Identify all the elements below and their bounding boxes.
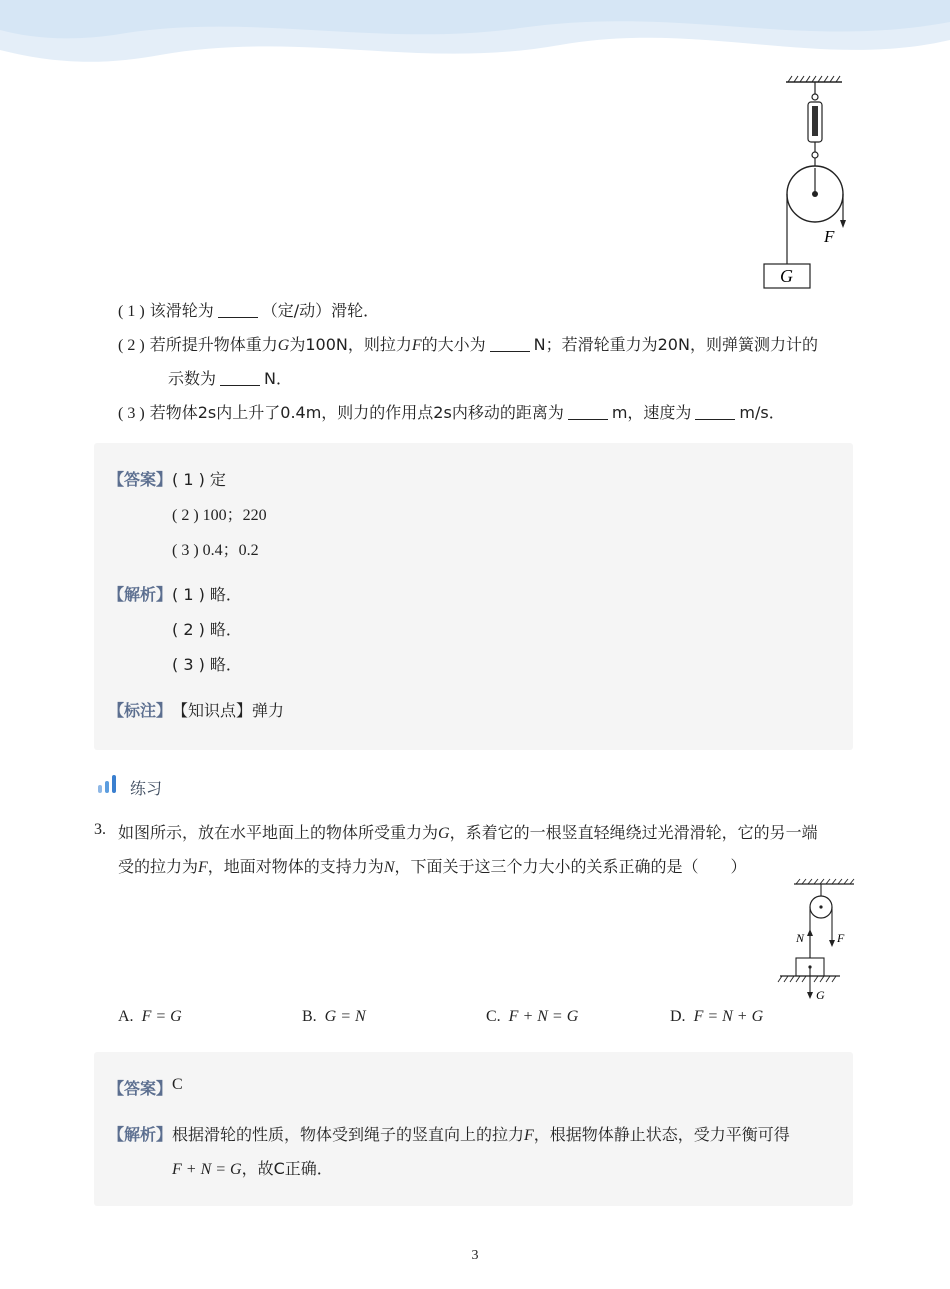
analysis-item: ( 3 ) 略． (172, 655, 242, 674)
question-number: 3. (94, 821, 106, 838)
answer-blank[interactable] (220, 371, 260, 386)
analysis-item: ( 1 ) 略． (172, 585, 242, 604)
section-title: 练习 (130, 779, 163, 798)
analysis-line1: 根据滑轮的性质，物体受到绳子的竖直向上的拉力F，根据物体静止状态，受力平衡可得 (172, 1125, 790, 1144)
analysis-tag: 【解析】 (108, 1125, 173, 1144)
knowledge-point-note: 【知识点】弹力 (172, 701, 285, 720)
answer-blank[interactable] (218, 303, 258, 318)
answer-blank[interactable] (490, 337, 530, 352)
answer-item: ( 1 ) 定 (172, 470, 226, 489)
answer-blank[interactable] (568, 405, 608, 420)
bar-chart-icon (97, 773, 119, 795)
option-D[interactable]: D. F = N + G (670, 1008, 764, 1025)
answer-value: C (172, 1076, 183, 1093)
force-G-label: G (816, 988, 825, 1002)
answer-blank[interactable] (695, 405, 735, 420)
note-tag: 【标注】 (108, 701, 173, 720)
page-number: 3 (471, 1248, 479, 1263)
header-wave-decoration (0, 0, 950, 75)
question-3-line2: 受的拉力为F，地面对物体的支持力为N，下面关于这三个力大小的关系正确的是（ ） (118, 857, 747, 876)
force-F-label: F (824, 227, 835, 246)
answer-tag: 【答案】 (108, 470, 173, 489)
force-F-label: F (837, 931, 845, 945)
option-A[interactable]: A. F = G (118, 1008, 182, 1025)
analysis-tag: 【解析】 (108, 585, 173, 604)
sub-question-3: ( 3 ) 若物体2s内上升了0.4m，则力的作用点2s内移动的距离为 m，速度为 m/s． (118, 403, 785, 422)
pulley-spring-scale-figure (760, 72, 852, 294)
answer-item: ( 2 ) 100；220 (172, 507, 267, 524)
analysis-line2: F + N = G，故C正确． (172, 1159, 333, 1178)
answer-tag: 【答案】 (108, 1079, 173, 1098)
sub-question-1: ( 1 ) 该滑轮为 （定/动）滑轮． (118, 301, 380, 320)
sub-question-2-cont: 示数为 N． (168, 369, 292, 388)
force-N-label: N (796, 931, 805, 945)
sub-question-2: ( 2 ) 若所提升物体重力G为100N，则拉力F的大小为 N；若滑轮重力为20N，则弹簧测力计的 (118, 335, 818, 354)
pulley-ground-figure (776, 876, 856, 1004)
option-B[interactable]: B. G = N (302, 1008, 366, 1025)
question-3-line1: 如图所示，放在水平地面上的物体所受重力为G，系着它的一根竖直轻绳绕过光滑滑轮，它的另一端 (118, 823, 818, 842)
answer-item: ( 3 ) 0.4；0.2 (172, 542, 259, 559)
option-C[interactable]: C. F + N = G (486, 1008, 579, 1025)
analysis-item: ( 2 ) 略． (172, 620, 242, 639)
weight-G-label: G (780, 266, 793, 286)
